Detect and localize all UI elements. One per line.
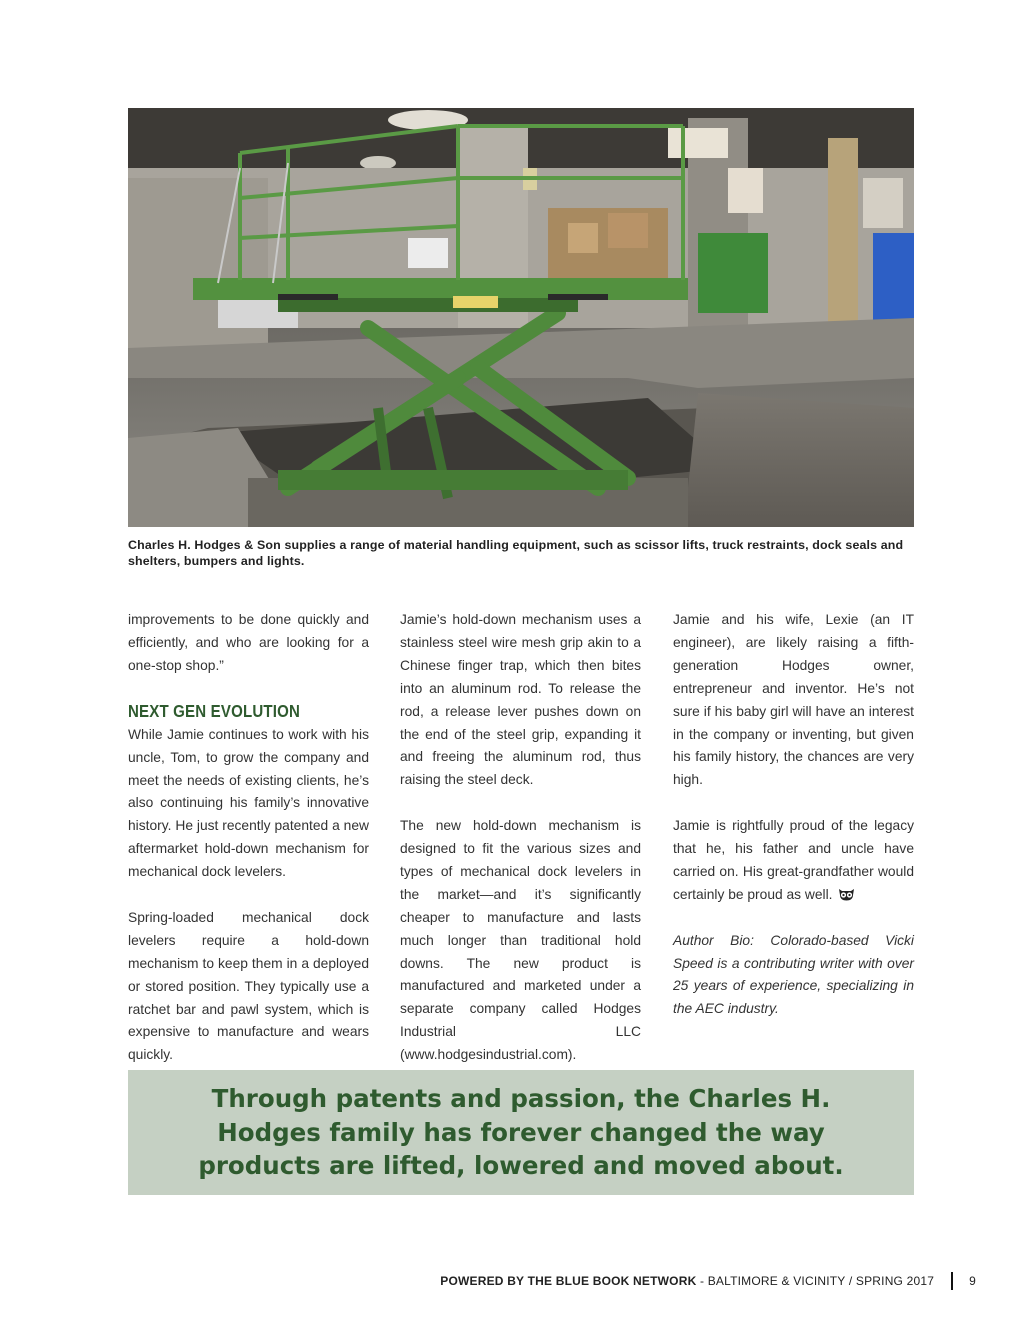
footer-edition: - BALTIMORE & VICINITY / SPRING 2017 (696, 1274, 935, 1288)
article-column-3 (673, 609, 914, 1021)
section-heading: NEXT GEN EVOLUTION (128, 700, 301, 721)
footer-divider (951, 1272, 953, 1290)
pull-quote-text: Through patents and passion, the Charles H. Hodges family has forever changed the way products are lifted, lowered and moved about. (198, 1084, 844, 1181)
paragraph: Spring-loaded mechanical dock levelers require a hold-down mechanism to keep them in a deployed or stored position. They typically use a ratchet bar and pawl system, which is expensive to manufacture and wears quickly. (128, 909, 369, 1063)
page-footer (440, 1272, 976, 1290)
article-column-1 (128, 609, 369, 1067)
author-bio: Author Bio: Colorado-based Vicki Speed is a contributing writer with over 25 years of experience, specializing in the AEC industry. (673, 932, 914, 1017)
photo-caption: Charles H. Hodges & Son supplies a range of material handling equipment, such as scissor lifts, truck restraints, dock seals and shelters, bumpers and lights. (128, 538, 904, 568)
owl-end-mark-icon (838, 888, 855, 901)
article-photo (128, 108, 914, 527)
paragraph: Jamie and his wife, Lexie (an IT engineer), are likely raising a fifth-generation Hodges owner, entrepreneur and inventor. He’s not sure if his baby girl will have an interest in the company or inventing, but given his family history, the chances are very high. (673, 612, 914, 788)
page-number: 9 (969, 1274, 976, 1288)
footer-brand: POWERED BY THE BLUE BOOK NETWORK (440, 1274, 697, 1288)
paragraph: Jamie’s hold-down mechanism uses a stainless steel wire mesh grip akin to a Chinese finger trap, which then bites into an aluminum rod. To release the rod, a release lever pushes down on the end of the steel grip, expanding it and freeing the aluminum rod, thus raising the steel deck. (400, 612, 641, 788)
paragraph-with-end-mark (673, 815, 914, 907)
pull-quote-box (128, 1070, 914, 1195)
paragraph: The new hold-down mechanism is designed to fit the various sizes and types of mechanical dock levelers in the market—and it’s significantly cheaper to manufacture and lasts much longer than traditional hold downs. The new product is manufactured and marketed under a separate company called Hodges Industrial LLC (www.hodgesindustrial.com). (400, 818, 641, 1063)
paragraph-text: Jamie is rightfully proud of the legacy that he, his father and uncle have carried on. His great-grandfather would certainly be proud as well. (673, 818, 914, 902)
paragraph: improvements to be done quickly and efficiently, and who are looking for a one-stop shop.” (128, 612, 369, 673)
article-column-2 (400, 609, 641, 1067)
scissor-lift-photo (128, 108, 914, 527)
paragraph: While Jamie continues to work with his uncle, Tom, to grow the company and meet the needs of existing clients, he’s also continuing his family’s innovative history. He just recently patented a new aftermarket hold-down mechanism for mechanical dock levelers. (128, 726, 369, 880)
